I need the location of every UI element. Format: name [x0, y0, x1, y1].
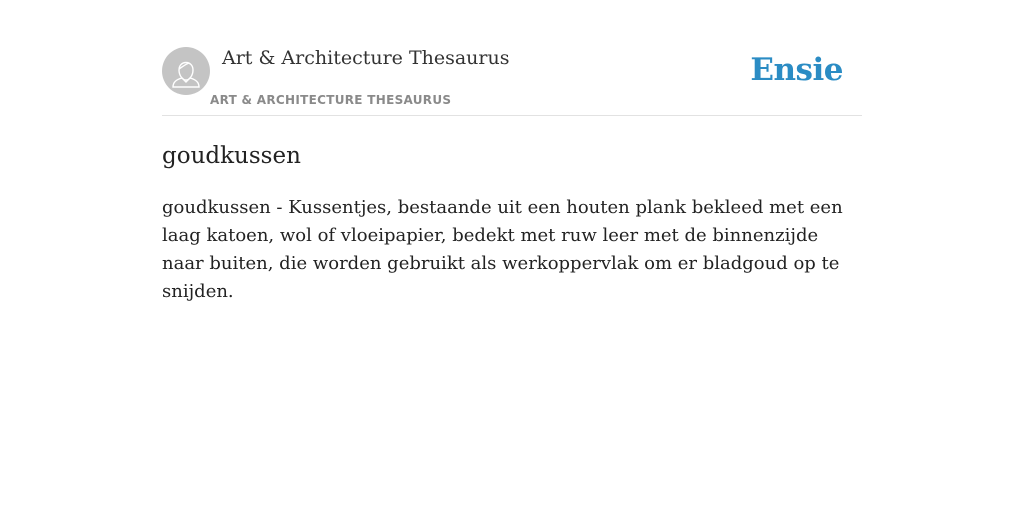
source-subtitle: ART & ARCHITECTURE THESAURUS — [210, 93, 452, 107]
avatar[interactable] — [162, 47, 210, 95]
definition-text: goudkussen - Kussentjes, bestaande uit een houten plank bekleed met een laag katoen, wol of vloeipapier, bedekt met ruw leer met de binnenzijde naar buiten, die worden gebruikt als werkoppervlak om er bladgoud op te snijden. — [162, 197, 843, 302]
page-container — [162, 0, 862, 306]
source-title[interactable]: Art & Architecture Thesaurus — [222, 47, 510, 69]
page-title: goudkussen — [162, 143, 301, 169]
user-silhouette-icon — [162, 47, 210, 95]
ensie-logo[interactable]: Ensie — [750, 52, 843, 88]
source-header — [162, 46, 862, 116]
